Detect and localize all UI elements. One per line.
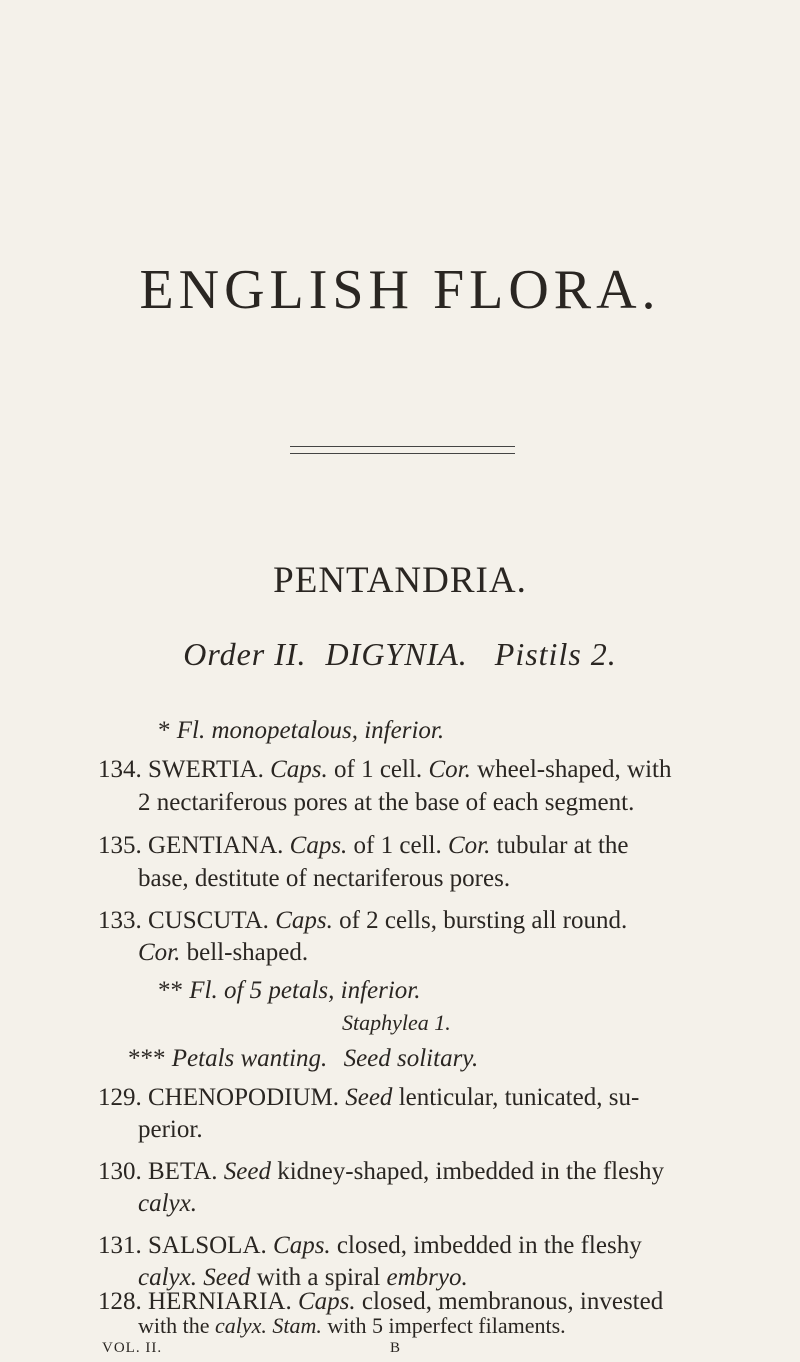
- entry-number: 130.: [98, 1158, 142, 1185]
- caps-text: of 1 cell.: [353, 832, 442, 859]
- section-heading: PENTANDRIA.: [273, 560, 527, 601]
- entry-128: [98, 1289, 663, 1314]
- genus-name: CHENOPODIUM.: [148, 1084, 339, 1111]
- entry-number: 128.: [98, 1288, 142, 1315]
- group-stars: *: [158, 717, 171, 744]
- entry-131: [98, 1233, 642, 1258]
- seed-label: Seed: [345, 1084, 393, 1111]
- caps-label: Caps.: [289, 832, 348, 859]
- group-stars: ***: [128, 1045, 166, 1072]
- entry-133: [98, 908, 627, 933]
- entry-number: 129.: [98, 1084, 142, 1111]
- order-heading: [0, 638, 800, 670]
- genus-name: BETA.: [148, 1158, 218, 1185]
- with-the-text: with the: [138, 1313, 210, 1338]
- order-name: DIGYNIA.: [325, 636, 468, 672]
- cor-text: bell-shaped.: [186, 939, 309, 966]
- stam-label: Stam.: [272, 1313, 322, 1338]
- caps-text: closed, imbedded in the fleshy: [336, 1232, 642, 1259]
- staphylea-genus: Staphylea 1.: [342, 1010, 451, 1035]
- entry-number: 135.: [98, 832, 142, 859]
- page-title: ENGLISH FLORA.: [139, 259, 661, 321]
- order-suffix: Pistils 2.: [494, 636, 617, 672]
- caps-label: Caps.: [270, 756, 328, 783]
- group-text: Fl. of 5 petals, inferior.: [189, 977, 421, 1004]
- entry-130: [98, 1159, 664, 1184]
- entry-number: 134.: [98, 756, 142, 783]
- genus-name: GENTIANA.: [148, 832, 284, 859]
- group-heading-2: [158, 978, 421, 1003]
- entry-131-line2: [138, 1265, 468, 1290]
- embryo-word: embryo.: [386, 1264, 468, 1291]
- stam-text: with 5 imperfect filaments.: [327, 1313, 566, 1338]
- double-rule: [290, 446, 515, 454]
- seed-text: lenticular, tunicated, su-: [398, 1084, 640, 1111]
- caps-text: of 2 cells, bursting all round.: [339, 907, 628, 934]
- genus-name: SALSOLA.: [148, 1232, 267, 1259]
- cor-label: Cor.: [447, 832, 491, 859]
- entry-128-line2: [138, 1315, 566, 1337]
- entry-number: 133.: [98, 907, 142, 934]
- signature-mark: B: [390, 1340, 402, 1356]
- order-prefix: Order II.: [183, 636, 307, 672]
- entry-135-line2: base, destitute of nectariferous pores.: [138, 865, 511, 892]
- cor-label: Cor.: [138, 939, 181, 966]
- calyx-word: calyx.: [215, 1313, 267, 1338]
- entry-133-line2: [138, 940, 308, 965]
- caps-text: of 1 cell.: [334, 756, 423, 783]
- group-text: Petals wanting.: [171, 1045, 328, 1072]
- seed-text: kidney-shaped, imbedded in the fleshy: [277, 1158, 664, 1185]
- entry-129: [98, 1085, 639, 1110]
- group-text: Fl. monopetalous, inferior.: [176, 717, 445, 744]
- volume-label: VOL. II.: [102, 1340, 163, 1356]
- group-text-2: Seed solitary.: [343, 1045, 479, 1072]
- caps-label: Caps.: [275, 907, 333, 934]
- entry-130-line2: calyx.: [138, 1190, 197, 1217]
- cor-text: wheel-shaped, with: [477, 756, 672, 783]
- genus-name: SWERTIA.: [148, 756, 264, 783]
- caps-label: Caps.: [273, 1232, 331, 1259]
- seed-label: Seed: [223, 1158, 271, 1185]
- group-heading-1: [158, 718, 444, 743]
- genus-name: CUSCUTA.: [148, 907, 269, 934]
- calyx-word: calyx.: [138, 1264, 197, 1291]
- entry-134: [98, 757, 671, 782]
- group-stars: **: [158, 977, 183, 1004]
- seed-label: Seed: [203, 1264, 251, 1291]
- entry-135: [98, 833, 629, 858]
- group-heading-3: [128, 1046, 478, 1071]
- entry-134-line2: 2 nectariferous pores at the base of each segment.: [138, 789, 635, 816]
- entry-129-line2: perior.: [138, 1116, 203, 1143]
- cor-label: Cor.: [428, 756, 471, 783]
- caps-text: closed, membranous, invested: [361, 1288, 664, 1315]
- cor-text: tubular at the: [496, 832, 629, 859]
- entry-number: 131.: [98, 1232, 142, 1259]
- seed-text: with a spiral: [256, 1264, 381, 1291]
- caps-label: Caps.: [298, 1288, 356, 1315]
- genus-name: HERNIARIA.: [148, 1288, 292, 1315]
